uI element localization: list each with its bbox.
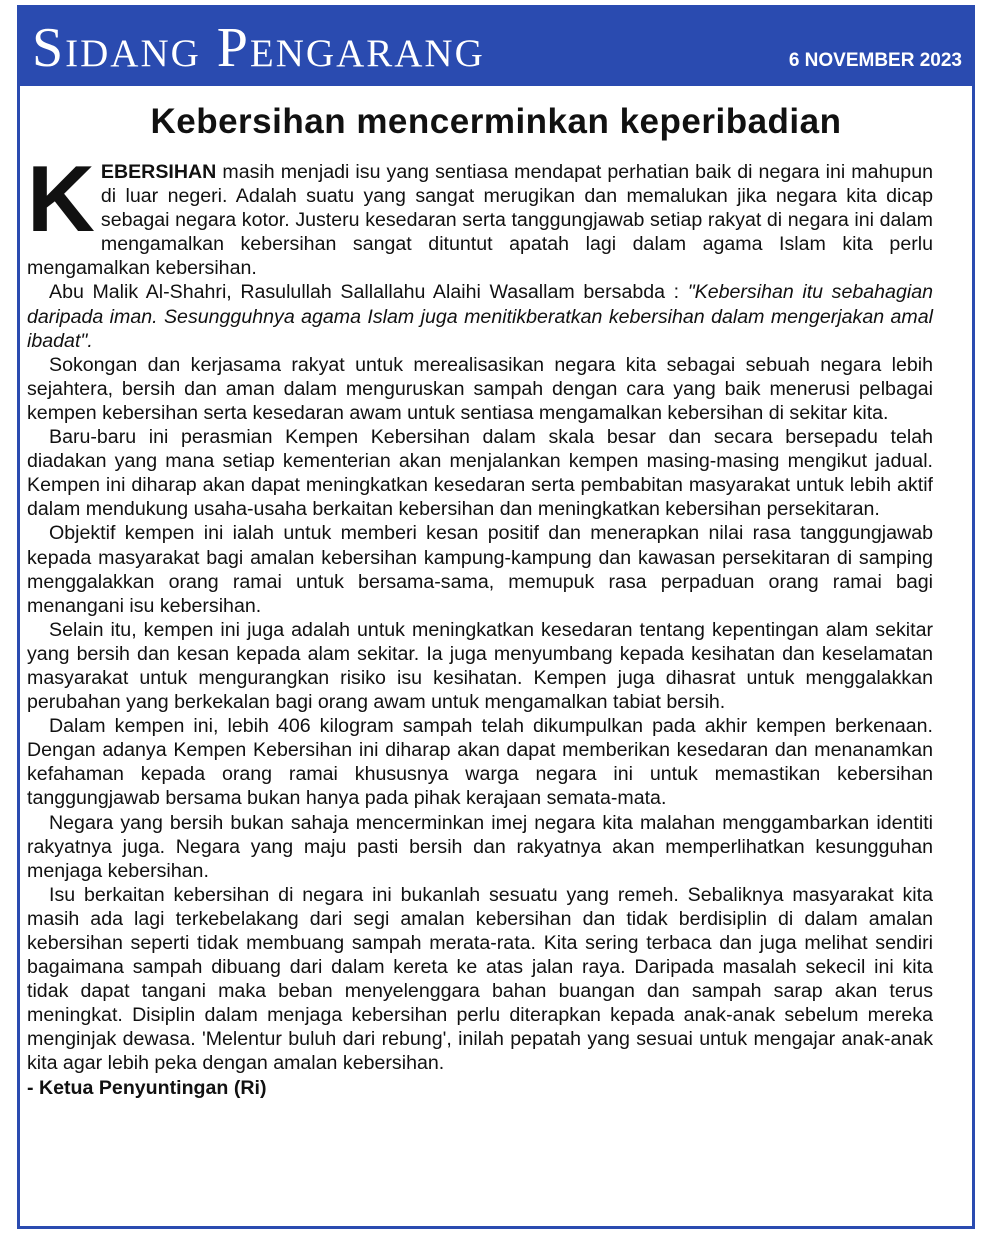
- publication-date: 6 NOVEMBER 2023: [788, 50, 962, 71]
- paragraph-9: Isu berkaitan kebersihan di negara ini bukanlah sesuatu yang remeh. Sebaliknya masyarakat kita masih ada lagi terkebelakang dari segi amalan kebersihan dan tidak berdisiplin di dalam amalan kebersihan seperti tidak membuang sampah merata-rata. Kita sering terbaca dan juga melihat sendiri bagaimana sampah dibuang dari dalam kereta ke atas jalan raya. Daripada masalah sekecil ini kita tidak dapat tangani maka beban menyelenggara bahan buangan dan sampah sarap akan terus meningkat. Disiplin dalam menjaga kebersihan perlu diterapkan kepada anak-anak sebelum mereka menginjak dewasa. 'Melentur buluh dari rebung', inilah pepatah yang sesuai untuk mengajar anak-anak kita agar lebih peka dengan amalan kebersihan.: [27, 883, 933, 1075]
- paragraph-8: Negara yang bersih bukan sahaja mencerminkan imej negara kita malahan menggambarkan identiti rakyatnya juga. Negara yang maju pasti bersih dan rakyatnya akan memperlihatkan kesungguhan menjaga kebersihan.: [27, 811, 933, 882]
- paragraph-7: Dalam kempen ini, lebih 406 kilogram sampah telah dikumpulkan pada akhir kempen berkenaan. Dengan adanya Kempen Kebersihan ini diharap akan dapat memberikan kesedaran dan menanamkan kefahaman kepada orang ramai khususnya warga negara ini untuk memastikan kebersihan tanggungjawab bersama bukan hanya pada pihak kerajaan semata-mata.: [27, 715, 933, 810]
- hadith-quote: "Kebersihan itu sebahagian daripada iman. Sesungguhnya agama Islam juga menitikberatkan kebersihan dalam mengerjakan amal ibadat".: [27, 281, 933, 352]
- author-signoff: - Ketua Penyuntingan (Ri): [27, 1076, 267, 1099]
- masthead-title: Sidang Pengarang: [32, 17, 485, 79]
- paragraph-1-text: masih menjadi isu yang sentiasa mendapat perhatian baik di negara ini mahupun di luar negeri. Adalah suatu yang sangat merugikan dan memalukan jika negara kita dicap sebagai negara kotor. Justeru kesedaran serta tanggungjawab setiap rakyat di negara ini dalam mengamalkan kebersihan sangat dituntut apatah lagi dalam agama Islam kita perlu mengamalkan kebersihan.: [27, 161, 933, 280]
- article-headline: Kebersihan mencerminkan keperibadian: [150, 102, 842, 141]
- drop-cap: K: [27, 146, 95, 251]
- article-body: [27, 146, 933, 1100]
- paragraph-4: Baru-baru ini perasmian Kempen Kebersihan dalam skala besar dan secara bersepadu telah diadakan yang mana setiap kementerian akan menjalankan kempen masing-masing mengikut jadual. Kempen ini diharap akan dapat meningkatkan kesedaran serta pembabitan masyarakat untuk lebih aktif dalam mendukung usaha-usaha berkaitan kebersihan dan meningkatkan kebersihan persekitaran.: [27, 426, 933, 521]
- paragraph-6: Selain itu, kempen ini juga adalah untuk meningkatkan kesedaran tentang kepentingan alam sekitar yang bersih dan kesan kepada alam sekitar. Ia juga menyumbang kepada kesihatan dan keselamatan masyarakat untuk mengurangkan risiko isu kesihatan. Kempen juga dihasrat untuk menggalakkan perubahan yang berkekalan bagi orang awam untuk mengamalkan tabiat bersih.: [27, 618, 933, 714]
- masthead: [20, 8, 972, 86]
- hadith-intro: Abu Malik Al-Shahri, Rasulullah Sallallahu Alaihi Wasallam bersabda :: [49, 281, 688, 304]
- lead-word: EBERSIHAN: [100, 161, 217, 183]
- paragraph-2: [27, 280, 933, 352]
- paragraph-5: Objektif kempen ini ialah untuk memberi kesan positif dan menerapkan nilai rasa tanggungjawab kepada masyarakat bagi amalan kebersihan kampung-kampung dan kawasan persekitaran di samping menggalakkan orang ramai untuk bersama-sama, memupuk rasa perpaduan orang ramai bagi menangani isu kebersihan.: [27, 522, 933, 617]
- paragraph-1: [27, 146, 933, 280]
- paragraph-3: Sokongan dan kerjasama rakyat untuk merealisasikan negara kita sebagai sebuah negara lebih sejahtera, bersih dan aman dalam menguruskan sampah dengan cara yang baik menerusi pelbagai kempen kebersihan serta kesedaran awam untuk sentiasa mengamalkan kebersihan di sekitar kita.: [27, 353, 933, 424]
